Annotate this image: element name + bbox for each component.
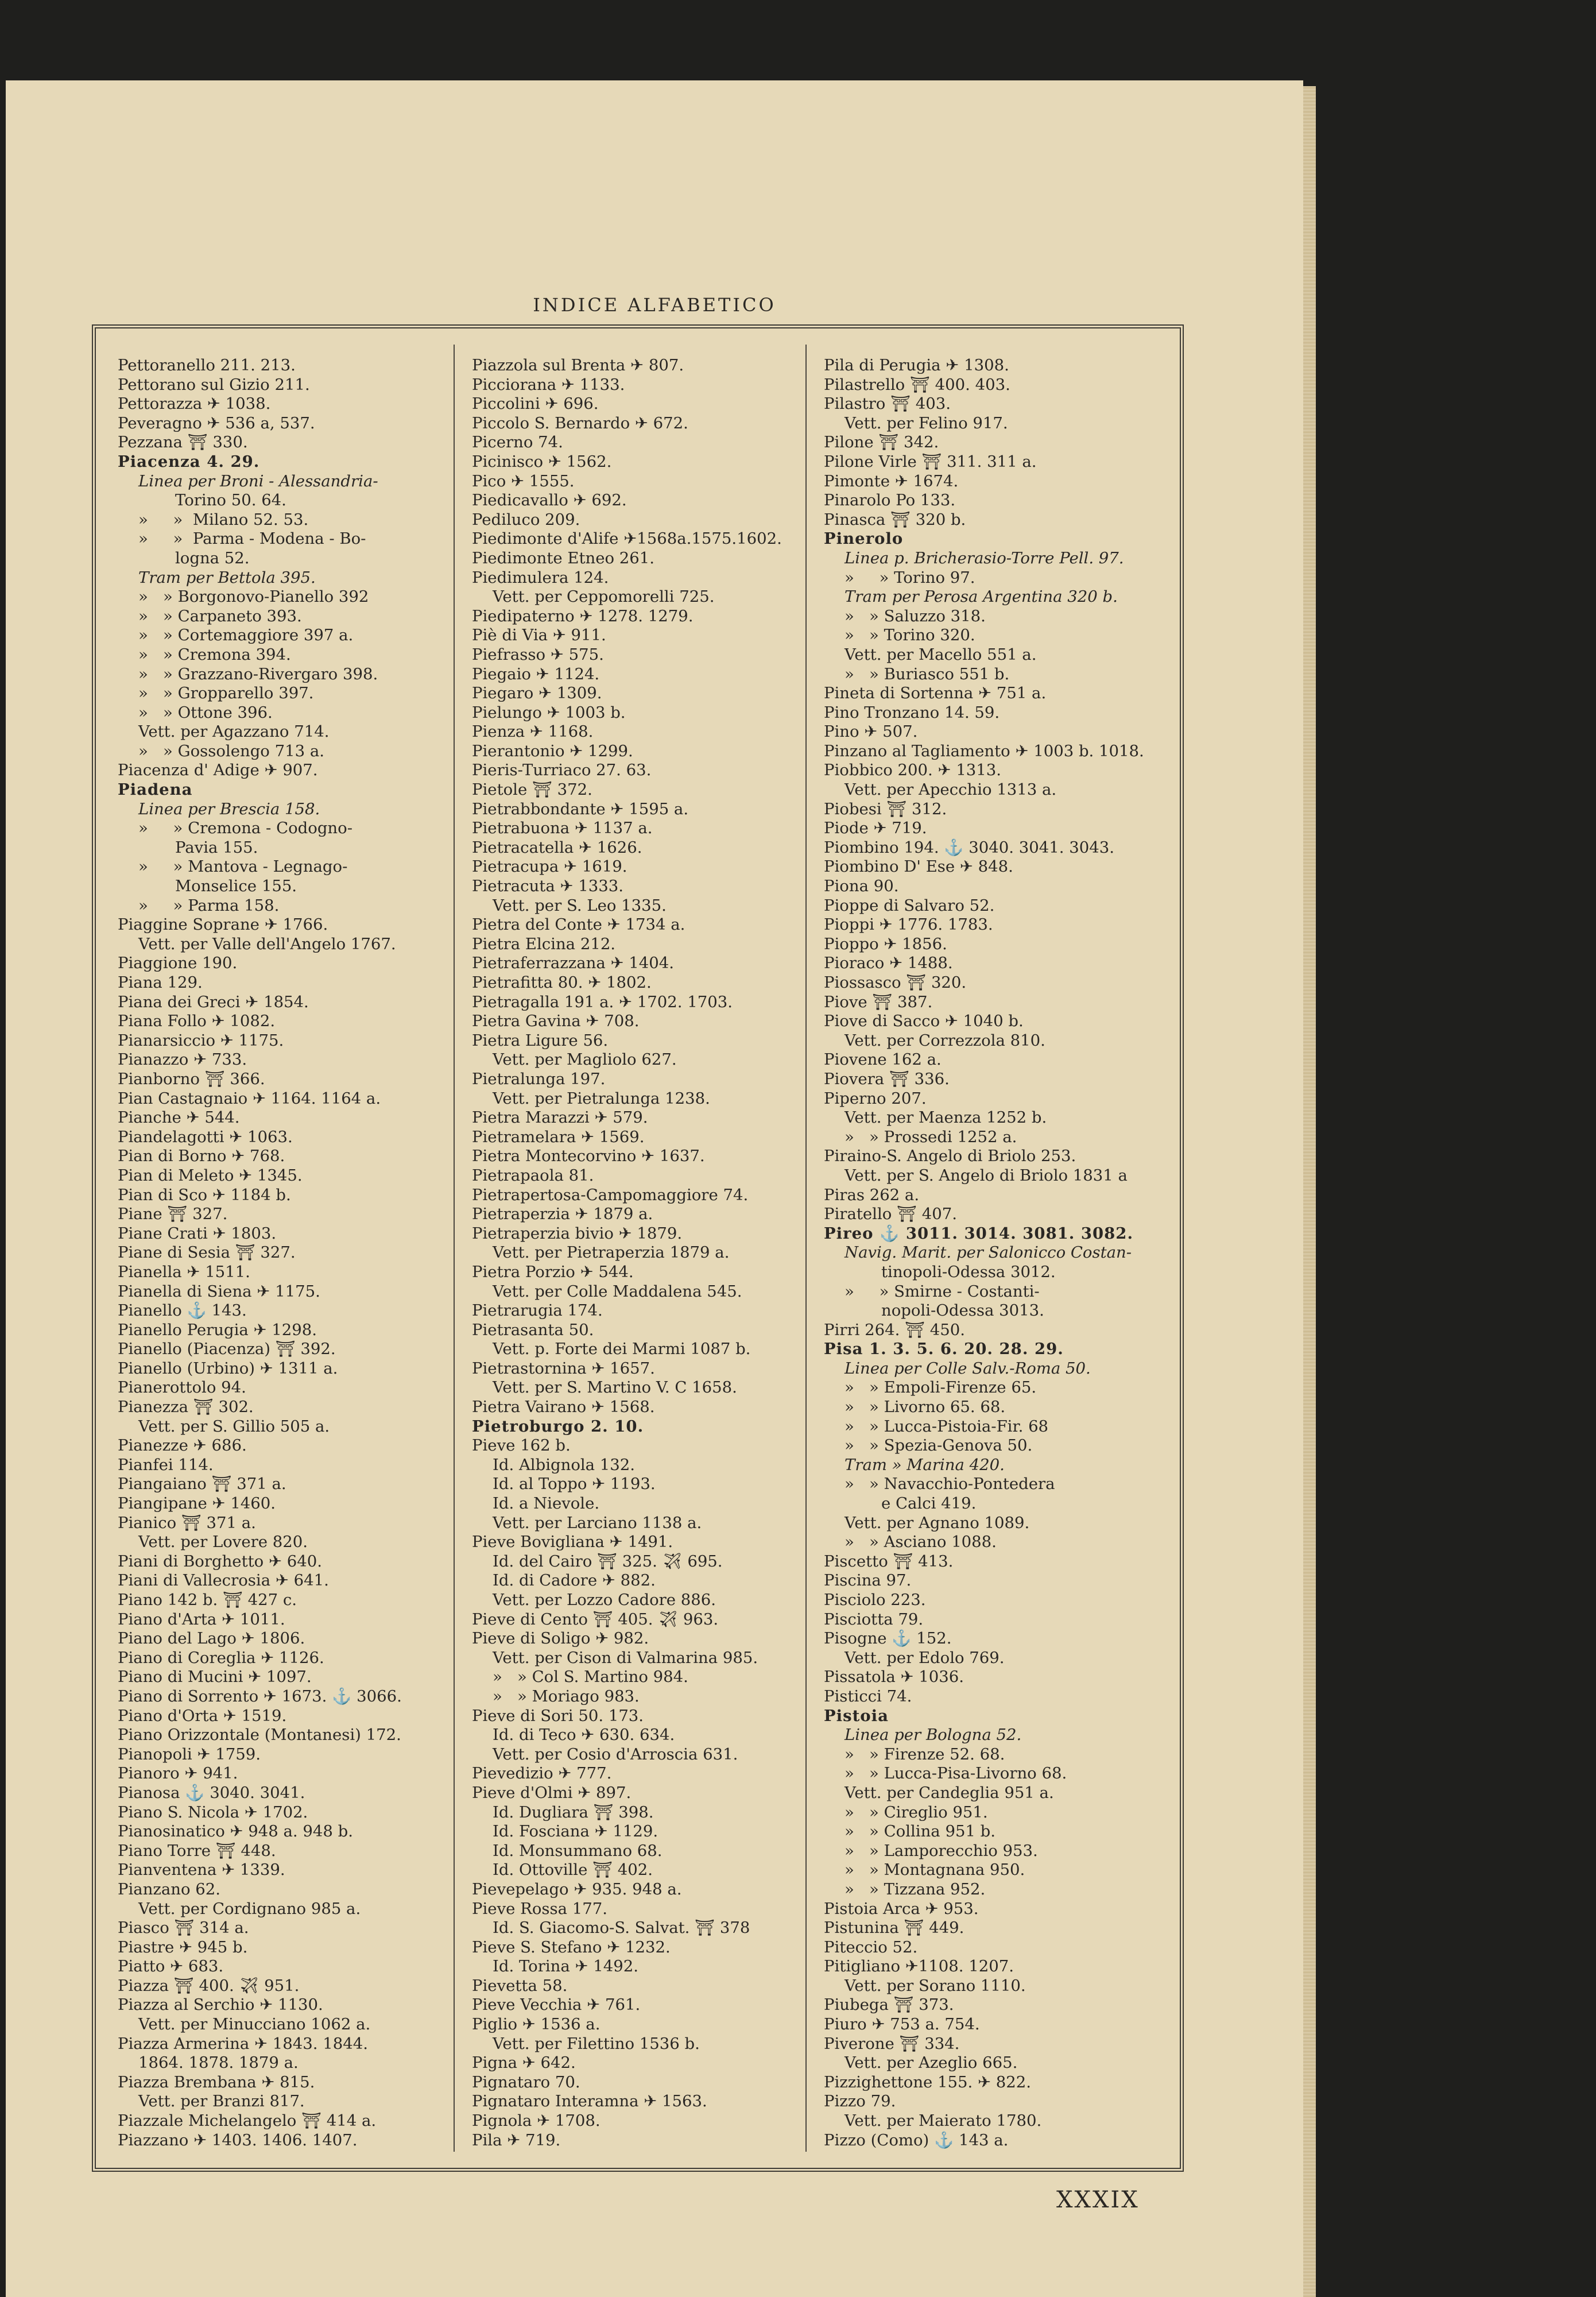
- index-entry: Pioraco ✈ 1488.: [824, 954, 953, 973]
- index-entry: » » Parma - Modena - Bo-: [138, 529, 366, 548]
- index-entry: » » Carpaneto 393.: [138, 606, 302, 625]
- index-entry: Vett. per Correzzola 810.: [845, 1031, 1045, 1050]
- index-entry: Pisciotta 79.: [824, 1610, 924, 1629]
- index-entry: Vett. per Larciano 1138 a.: [493, 1513, 702, 1532]
- index-entry: Pilastro ⛩ 403.: [824, 395, 951, 413]
- index-entry: Picinisco ✈ 1562.: [472, 452, 612, 471]
- index-entry: nopoli-Odessa 3013.: [881, 1301, 1044, 1320]
- index-entry: Pavia 155.: [175, 838, 258, 857]
- index-entry: Vett. per Cordignano 985 a.: [138, 1899, 361, 1918]
- index-entry: Pizzo 79.: [824, 2092, 896, 2111]
- index-entry: Pissatola ✈ 1036.: [824, 1668, 964, 1687]
- index-entry: Vett. per Azeglio 665.: [845, 2054, 1018, 2072]
- index-entry: » » Asciano 1088.: [845, 1533, 997, 1552]
- index-entry: » » Cremona - Codogno-: [138, 819, 352, 838]
- index-entry: Id. del Cairo ⛩ 325. ✈ 695.: [493, 1552, 723, 1571]
- index-entry: » » Navacchio-Pontedera: [845, 1475, 1055, 1494]
- index-entry: Piazzola sul Brenta ✈ 807.: [472, 356, 684, 374]
- index-entry: Pistoia Arca ✈ 953.: [824, 1899, 979, 1918]
- index-entry: Vett. per Valle dell'Angelo 1767.: [138, 934, 396, 953]
- index-entry: Piverone ⛩ 334.: [824, 2034, 960, 2053]
- index-entry: Vett. per Lozzo Cadore 886.: [493, 1591, 716, 1609]
- index-entry: Piglio ✈ 1536 a.: [472, 2015, 601, 2034]
- index-entry: Piacenza 4. 29.: [118, 452, 260, 471]
- index-entry: Pietraperzia bivio ✈ 1879.: [472, 1224, 683, 1243]
- index-entry: Pianfei 114.: [118, 1455, 214, 1474]
- index-entry: Pinzano al Tagliamento ✈ 1003 b. 1018.: [824, 741, 1144, 760]
- index-entry: Pietra Marazzi ✈ 579.: [472, 1108, 648, 1127]
- index-entry: » » Borgonovo-Pianello 392: [138, 587, 369, 606]
- index-entry: Peveragno ✈ 536 a, 537.: [118, 413, 315, 432]
- index-entry: » » Tizzana 952.: [845, 1880, 986, 1898]
- index-entry: Vett. per Minucciano 1062 a.: [138, 2015, 371, 2034]
- index-entry: Pianello (Urbino) ✈ 1311 a.: [118, 1359, 338, 1378]
- index-entry: Pimonte ✈ 1674.: [824, 471, 959, 490]
- index-entry: Pianarsiccio ✈ 1175.: [118, 1031, 284, 1050]
- index-entry: Piazzano ✈ 1403. 1406. 1407.: [118, 2130, 358, 2149]
- index-entry: Pettorazza ✈ 1038.: [118, 395, 271, 413]
- index-entry: Pieve Vecchia ✈ 761.: [472, 1996, 641, 2014]
- index-entry: Pitigliano ✈1108. 1207.: [824, 1957, 1014, 1976]
- index-entry: » » Buriasco 551 b.: [845, 664, 1010, 683]
- index-entry: Pizzo (Como) ⚓ 143 a.: [824, 2130, 1009, 2149]
- index-entry: Piangipane ✈ 1460.: [118, 1494, 276, 1513]
- index-entry: Pisa 1. 3. 5. 6. 20. 28. 29.: [824, 1340, 1064, 1359]
- index-entry: logna 52.: [175, 548, 250, 567]
- index-entry: Pigna ✈ 642.: [472, 2054, 576, 2072]
- index-entry: Torino 50. 64.: [175, 491, 286, 510]
- index-entry: Pietracuta ✈ 1333.: [472, 877, 623, 896]
- index-entry: Piano di Sorrento ✈ 1673. ⚓ 3066.: [118, 1687, 402, 1706]
- index-entry: Pisciolo 223.: [824, 1591, 926, 1609]
- index-entry: Piano d'Arta ✈ 1011.: [118, 1610, 285, 1629]
- index-entry: » » Lamporecchio 953.: [845, 1841, 1038, 1860]
- index-entry: Vett. per Magliolo 627.: [493, 1050, 677, 1069]
- index-entry: Pianoro ✈ 941.: [118, 1764, 238, 1783]
- index-entry: » » Lucca-Pisa-Livorno 68.: [845, 1764, 1067, 1783]
- index-entry: Piedicavallo ✈ 692.: [472, 491, 627, 510]
- index-entry: Pino ✈ 507.: [824, 722, 918, 741]
- index-entry: Pielungo ✈ 1003 b.: [472, 703, 626, 722]
- index-entry: Pian di Sco ✈ 1184 b.: [118, 1185, 291, 1204]
- index-entry: » » Mantova - Legnago-: [138, 857, 348, 876]
- index-entry: Pilone Virle ⛩ 311. 311 a.: [824, 452, 1037, 471]
- index-entry: Piteccio 52.: [824, 1938, 918, 1956]
- index-entry: Vett. per Ceppomorelli 725.: [493, 587, 715, 606]
- index-entry: Piratello ⛩ 407.: [824, 1205, 957, 1224]
- index-entry: Piacenza d' Adige ✈ 907.: [118, 761, 318, 780]
- index-entry: Piasco ⛩ 314 a.: [118, 1919, 249, 1938]
- index-entry: Piani di Borghetto ✈ 640.: [118, 1552, 322, 1571]
- index-entry: Pianezze ✈ 686.: [118, 1436, 247, 1455]
- index-entry: Pireo ⚓ 3011. 3014. 3081. 3082.: [824, 1224, 1134, 1243]
- index-entry: Piombino 194. ⚓ 3040. 3041. 3043.: [824, 838, 1114, 857]
- index-entry: Pianborno ⛩ 366.: [118, 1069, 265, 1088]
- index-entry: Piedimulera 124.: [472, 568, 609, 587]
- index-entry: Pietramelara ✈ 1569.: [472, 1127, 645, 1146]
- index-entry: Piano S. Nicola ✈ 1702.: [118, 1803, 308, 1822]
- index-entry: Vett. per Agazzano 714.: [138, 722, 330, 741]
- index-entry: Vett. per Candeglia 951 a.: [845, 1783, 1054, 1802]
- page-number: XXXIX: [1056, 2187, 1140, 2213]
- index-entry: Pisogne ⚓ 152.: [824, 1629, 952, 1648]
- index-entry: Id. Albignola 132.: [493, 1455, 636, 1474]
- index-entry: Piuro ✈ 753 a. 754.: [824, 2015, 980, 2034]
- index-entry: » » Prossedi 1252 a.: [845, 1127, 1017, 1146]
- index-entry: Vett. per Pietraperzia 1879 a.: [493, 1243, 730, 1262]
- index-entry: Piombino D' Ese ✈ 848.: [824, 857, 1013, 876]
- index-entry: Piona 90.: [824, 877, 899, 896]
- index-entry: Piaggine Soprane ✈ 1766.: [118, 915, 328, 934]
- index-entry: » » Gossolengo 713 a.: [138, 741, 324, 760]
- index-entry: Piano Orizzontale (Montanesi) 172.: [118, 1726, 401, 1745]
- index-entry: Piana dei Greci ✈ 1854.: [118, 992, 309, 1011]
- index-entry: Piscetto ⛩ 413.: [824, 1552, 954, 1571]
- index-entry: Pistoia: [824, 1706, 889, 1725]
- index-entry: Pianello ⚓ 143.: [118, 1301, 247, 1320]
- index-entry: Pietracatella ✈ 1626.: [472, 838, 642, 857]
- index-entry: Piazza ⛩ 400. ✈ 951.: [118, 1976, 300, 1995]
- index-entry: Pietra Montecorvino ✈ 1637.: [472, 1147, 705, 1166]
- index-entry: » » Ottone 396.: [138, 703, 273, 722]
- index-entry: Vett. per Colle Maddalena 545.: [493, 1282, 742, 1301]
- index-entry: » » Lucca-Pistoia-Fir. 68: [845, 1417, 1049, 1436]
- index-frame: [92, 324, 1184, 2172]
- index-entry: » » Firenze 52. 68.: [845, 1745, 1005, 1764]
- index-entry: Pieve 162 b.: [472, 1436, 571, 1455]
- index-column-1: [118, 356, 462, 2150]
- index-entry: Pianosinatico ✈ 948 a. 948 b.: [118, 1822, 353, 1841]
- index-entry: Piovene 162 a.: [824, 1050, 942, 1069]
- running-title: INDICE ALFABETICO: [533, 294, 776, 316]
- index-entry: Pietroburgo 2. 10.: [472, 1417, 644, 1436]
- index-entry: Pisticci 74.: [824, 1687, 912, 1706]
- index-entry: Pianosa ⚓ 3040. 3041.: [118, 1783, 305, 1802]
- index-entry: Pietra Ligure 56.: [472, 1031, 609, 1050]
- index-entry: Piove ⛩ 387.: [824, 992, 933, 1011]
- index-entry: » » Livorno 65. 68.: [845, 1398, 1006, 1417]
- index-entry: Pirri 264. ⛩ 450.: [824, 1320, 965, 1339]
- index-entry: Monselice 155.: [175, 877, 297, 896]
- index-entry: Id. Ottoville ⛩ 402.: [493, 1861, 653, 1880]
- index-entry: Pietragalla 191 a. ✈ 1702. 1703.: [472, 992, 733, 1011]
- index-entry: Pietrabbondante ✈ 1595 a.: [472, 799, 689, 818]
- index-entry: Id. Monsummano 68.: [493, 1841, 663, 1860]
- index-entry: Id. S. Giacomo-S. Salvat. ⛩ 378: [493, 1919, 750, 1938]
- index-entry: Pinasca ⛩ 320 b.: [824, 510, 966, 529]
- index-entry: Pierantonio ✈ 1299.: [472, 741, 633, 760]
- index-entry: Piangaiano ⛩ 371 a.: [118, 1475, 286, 1494]
- index-entry: Navig. Marit. per Salonicco Costan-: [845, 1243, 1132, 1262]
- index-entry: Pietralunga 197.: [472, 1069, 606, 1088]
- index-entry: Piccolo S. Bernardo ✈ 672.: [472, 413, 688, 432]
- index-entry: Pettoranello 211. 213.: [118, 356, 296, 374]
- index-entry: Piossasco ⛩ 320.: [824, 973, 967, 992]
- index-entry: Linea per Brescia 158.: [138, 799, 320, 818]
- index-entry: Piazza al Serchio ✈ 1130.: [118, 1996, 323, 2014]
- index-entry: Id. Fosciana ✈ 1129.: [493, 1822, 658, 1841]
- index-entry: » » Torino 97.: [845, 568, 975, 587]
- index-entry: Id. di Cadore ✈ 882.: [493, 1571, 656, 1590]
- index-entry: Pietra Porzio ✈ 544.: [472, 1262, 634, 1281]
- index-entry: Pianche ✈ 544.: [118, 1108, 240, 1127]
- index-entry: Pietraperzia ✈ 1879 a.: [472, 1205, 653, 1224]
- index-entry: Pietrarugia 174.: [472, 1301, 603, 1320]
- index-entry: Picerno 74.: [472, 433, 563, 452]
- index-entry: Pieve S. Stefano ✈ 1232.: [472, 1938, 671, 1956]
- index-entry: Id. Torina ✈ 1492.: [493, 1957, 639, 1976]
- index-entry: » » Collina 951 b.: [845, 1822, 996, 1841]
- index-entry: Pianzano 62.: [118, 1880, 221, 1898]
- index-entry: Id. Dugliara ⛩ 398.: [493, 1803, 654, 1822]
- index-entry: » » Empoli-Firenze 65.: [845, 1378, 1037, 1397]
- index-entry: Vett. per Felino 917.: [845, 413, 1008, 432]
- index-entry: Pienza ✈ 1168.: [472, 722, 594, 741]
- index-entry: » » Parma 158.: [138, 896, 280, 915]
- index-entry: Piscina 97.: [824, 1571, 912, 1590]
- index-entry: Piano di Mucini ✈ 1097.: [118, 1668, 312, 1687]
- index-entry: Pieve di Soligo ✈ 982.: [472, 1629, 649, 1648]
- index-entry: » » Moriago 983.: [493, 1687, 640, 1706]
- index-entry: » » Grazzano-Rivergaro 398.: [138, 664, 378, 683]
- index-entry: Vett. per Maierato 1780.: [845, 2112, 1042, 2130]
- index-entry: Pignataro Interamna ✈ 1563.: [472, 2092, 707, 2111]
- index-entry: Piegaro ✈ 1309.: [472, 684, 602, 703]
- index-entry: Picciorana ✈ 1133.: [472, 375, 625, 394]
- index-entry: Pioppo ✈ 1856.: [824, 934, 947, 953]
- index-entry: Pietrabuona ✈ 1137 a.: [472, 819, 653, 838]
- index-entry: Pieve Bovigliana ✈ 1491.: [472, 1533, 673, 1552]
- index-entry: Pietra Gavina ✈ 708.: [472, 1012, 640, 1031]
- index-entry: Vett. per Branzi 817.: [138, 2092, 305, 2111]
- index-entry: Piandelagotti ✈ 1063.: [118, 1127, 293, 1146]
- index-entry: Pian Castagnaio ✈ 1164. 1164 a.: [118, 1089, 381, 1108]
- index-entry: Vett. p. Forte dei Marmi 1087 b.: [493, 1340, 751, 1359]
- index-entry: Linea p. Bricherasio-Torre Pell. 97.: [845, 548, 1124, 567]
- index-entry: Pieris-Turriaco 27. 63.: [472, 761, 652, 780]
- index-column-2: [472, 356, 816, 2150]
- index-entry: Piedimonte d'Alife ✈1568a.1575.1602.: [472, 529, 782, 548]
- index-entry: Piano Torre ⛩ 448.: [118, 1841, 276, 1860]
- index-entry: Linea per Bologna 52.: [845, 1726, 1022, 1745]
- book-page: [6, 80, 1303, 2297]
- index-entry: Pioppi ✈ 1776. 1783.: [824, 915, 993, 934]
- index-entry: Piano d'Orta ✈ 1519.: [118, 1706, 287, 1725]
- index-entry: Piane Crati ✈ 1803.: [118, 1224, 277, 1243]
- index-entry: Pila di Perugia ✈ 1308.: [824, 356, 1009, 374]
- index-entry: Piaggione 190.: [118, 954, 238, 973]
- index-entry: Pieve Rossa 177.: [472, 1899, 607, 1918]
- index-entry: Pistunina ⛩ 449.: [824, 1919, 964, 1938]
- index-entry: Linea per Broni - Alessandria-: [138, 471, 378, 490]
- index-entry: » » Torino 320.: [845, 626, 975, 645]
- index-entry: Pezzana ⛩ 330.: [118, 433, 248, 452]
- index-entry: Pieve di Cento ⛩ 405. ✈ 963.: [472, 1610, 719, 1629]
- index-entry: Vett. per Filettino 1536 b.: [493, 2034, 700, 2053]
- index-entry: Tram per Bettola 395.: [138, 568, 316, 587]
- index-entry: Pianopoli ✈ 1759.: [118, 1745, 261, 1764]
- index-entry: Id. di Teco ✈ 630. 634.: [493, 1726, 675, 1745]
- index-entry: Piane di Sesia ⛩ 327.: [118, 1243, 296, 1262]
- index-entry: Piegaio ✈ 1124.: [472, 664, 600, 683]
- index-entry: Vett. per Cison di Valmarina 985.: [493, 1648, 758, 1667]
- index-entry: Pino Tronzano 14. 59.: [824, 703, 1000, 722]
- index-entry: Pian di Borno ✈ 768.: [118, 1147, 285, 1166]
- index-entry: Pietrasanta 50.: [472, 1320, 594, 1339]
- index-entry: Id. a Nievole.: [493, 1494, 600, 1513]
- index-entry: Pettorano sul Gizio 211.: [118, 375, 310, 394]
- index-entry: Pediluco 209.: [472, 510, 580, 529]
- index-entry: Pieve di Sori 50. 173.: [472, 1706, 644, 1725]
- index-entry: Pico ✈ 1555.: [472, 471, 575, 490]
- index-entry: Piras 262 a.: [824, 1185, 920, 1204]
- page-stack-edge: [1303, 86, 1316, 2297]
- index-entry: Vett. per S. Leo 1335.: [493, 896, 667, 915]
- index-entry: Piove di Sacco ✈ 1040 b.: [824, 1012, 1024, 1031]
- index-entry: » » Cireglio 951.: [845, 1803, 988, 1822]
- index-entry: Pietrapaola 81.: [472, 1166, 594, 1185]
- index-entry: Vett. per S. Angelo di Briolo 1831 a: [845, 1166, 1128, 1185]
- index-entry: Pianella di Siena ✈ 1175.: [118, 1282, 320, 1301]
- index-entry: Piedimonte Etneo 261.: [472, 548, 655, 567]
- index-entry: Pianella ✈ 1511.: [118, 1262, 250, 1281]
- index-entry: » » Gropparello 397.: [138, 684, 314, 703]
- index-entry: Piazza Brembana ✈ 815.: [118, 2072, 315, 2091]
- index-entry: Vett. per Pietralunga 1238.: [493, 1089, 710, 1108]
- index-entry: Pietra del Conte ✈ 1734 a.: [472, 915, 685, 934]
- index-entry: Piana Follo ✈ 1082.: [118, 1012, 276, 1031]
- index-entry: Pievetta 58.: [472, 1976, 568, 1995]
- index-entry: Piano del Lago ✈ 1806.: [118, 1629, 305, 1648]
- index-entry: Pizzighettone 155. ✈ 822.: [824, 2072, 1032, 2091]
- index-entry: Pietrafitta 80. ✈ 1802.: [472, 973, 652, 992]
- index-entry: Piazzale Michelangelo ⛩ 414 a.: [118, 2112, 377, 2130]
- index-entry: Pievedizio ✈ 777.: [472, 1764, 612, 1783]
- index-entry: Pietole ⛩ 372.: [472, 780, 592, 799]
- index-entry: 1864. 1878. 1879 a.: [138, 2054, 299, 2072]
- index-entry: Tram » Marina 420.: [845, 1455, 1005, 1474]
- index-entry: Pianazzo ✈ 733.: [118, 1050, 247, 1069]
- index-entry: Piazza Armerina ✈ 1843. 1844.: [118, 2034, 368, 2053]
- index-entry: Piatto ✈ 683.: [118, 1957, 224, 1976]
- index-entry: Pianello (Piacenza) ⛩ 392.: [118, 1340, 336, 1359]
- index-entry: Pila ✈ 719.: [472, 2130, 561, 2149]
- index-entry: Vett. per S. Martino V. C 1658.: [493, 1378, 737, 1397]
- index-entry: Pineta di Sortenna ✈ 751 a.: [824, 684, 1047, 703]
- index-entry: » » Cortemaggiore 397 a.: [138, 626, 354, 645]
- index-entry: Pignataro 70.: [472, 2072, 580, 2091]
- index-entry: Pilastrello ⛩ 400. 403.: [824, 375, 1010, 394]
- index-entry: » » Milano 52. 53.: [138, 510, 309, 529]
- index-entry: Pilone ⛩ 342.: [824, 433, 939, 452]
- index-entry: Piccolini ✈ 696.: [472, 395, 599, 413]
- index-entry: Pianventena ✈ 1339.: [118, 1861, 285, 1880]
- index-entry: » » Spezia-Genova 50.: [845, 1436, 1033, 1455]
- index-entry: Pinarolo Po 133.: [824, 491, 956, 510]
- index-entry: Piode ✈ 719.: [824, 819, 927, 838]
- index-entry: Pianico ⛩ 371 a.: [118, 1513, 256, 1532]
- index-entry: » » Col S. Martino 984.: [493, 1668, 688, 1687]
- index-entry: Pietracupa ✈ 1619.: [472, 857, 627, 876]
- index-column-3: [824, 356, 1168, 2150]
- index-entry: Piastre ✈ 945 b.: [118, 1938, 248, 1956]
- index-entry: Piperno 207.: [824, 1089, 927, 1108]
- index-entry: Pian di Meleto ✈ 1345.: [118, 1166, 303, 1185]
- index-entry: Linea per Colle Salv.-Roma 50.: [845, 1359, 1091, 1378]
- index-entry: Piobbico 200. ✈ 1313.: [824, 761, 1002, 780]
- index-entry: Vett. per Macello 551 a.: [845, 645, 1037, 664]
- index-entry: Piè di Via ✈ 911.: [472, 626, 606, 645]
- index-entry: Id. al Toppo ✈ 1193.: [493, 1475, 656, 1494]
- index-entry: Tram per Perosa Argentina 320 b.: [845, 587, 1118, 606]
- index-entry: Pietra Vairano ✈ 1568.: [472, 1398, 655, 1417]
- index-entry: Piani di Vallecrosia ✈ 641.: [118, 1571, 329, 1590]
- index-entry: Piadena: [118, 780, 193, 799]
- index-entry: Piobesi ⛩ 312.: [824, 799, 947, 818]
- index-entry: Pietrastornina ✈ 1657.: [472, 1359, 655, 1378]
- index-entry: Pievepelago ✈ 935. 948 a.: [472, 1880, 682, 1898]
- index-entry: Piana 129.: [118, 973, 203, 992]
- index-entry: Pianezza ⛩ 302.: [118, 1398, 254, 1417]
- index-entry: Pioppe di Salvaro 52.: [824, 896, 995, 915]
- index-entry: Vett. per Maenza 1252 b.: [845, 1108, 1047, 1127]
- index-entry: Pietra Elcina 212.: [472, 934, 616, 953]
- index-entry: e Calci 419.: [881, 1494, 977, 1513]
- index-entry: » » Cremona 394.: [138, 645, 291, 664]
- index-entry: » » Smirne - Costanti-: [845, 1282, 1040, 1301]
- index-entry: Piano di Coreglia ✈ 1126.: [118, 1648, 324, 1667]
- index-entry: Piano 142 b. ⛩ 427 c.: [118, 1591, 297, 1609]
- index-entry: tinopoli-Odessa 3012.: [881, 1262, 1056, 1281]
- index-entry: Vett. per Lovere 820.: [138, 1533, 308, 1552]
- index-entry: Piedipaterno ✈ 1278. 1279.: [472, 606, 694, 625]
- index-entry: Pinerolo: [824, 529, 904, 548]
- index-entry: Vett. per Edolo 769.: [845, 1648, 1005, 1667]
- index-entry: Piubega ⛩ 373.: [824, 1996, 954, 2014]
- index-entry: Vett. per S. Gillio 505 a.: [138, 1417, 330, 1436]
- index-entry: Piraino-S. Angelo di Briolo 253.: [824, 1147, 1076, 1166]
- index-entry: Pieve d'Olmi ✈ 897.: [472, 1783, 632, 1802]
- index-entry: Pianerottolo 94.: [118, 1378, 246, 1397]
- index-entry: Piane ⛩ 327.: [118, 1205, 228, 1224]
- index-entry: Pietraferrazzana ✈ 1404.: [472, 954, 675, 973]
- index-entry: Vett. per Agnano 1089.: [845, 1513, 1030, 1532]
- index-entry: » » Saluzzo 318.: [845, 606, 986, 625]
- index-entry: Piovera ⛩ 336.: [824, 1069, 950, 1088]
- index-entry: Piefrasso ✈ 575.: [472, 645, 604, 664]
- index-entry: Pignola ✈ 1708.: [472, 2112, 601, 2130]
- index-entry: » » Montagnana 950.: [845, 1861, 1025, 1880]
- index-entry: Pietrapertosa-Campomaggiore 74.: [472, 1185, 749, 1204]
- index-entry: Pianello Perugia ✈ 1298.: [118, 1320, 317, 1339]
- index-entry: Vett. per Apecchio 1313 a.: [845, 780, 1057, 799]
- index-entry: Vett. per Cosio d'Arroscia 631.: [493, 1745, 738, 1764]
- index-entry: Vett. per Sorano 1110.: [845, 1976, 1026, 1995]
